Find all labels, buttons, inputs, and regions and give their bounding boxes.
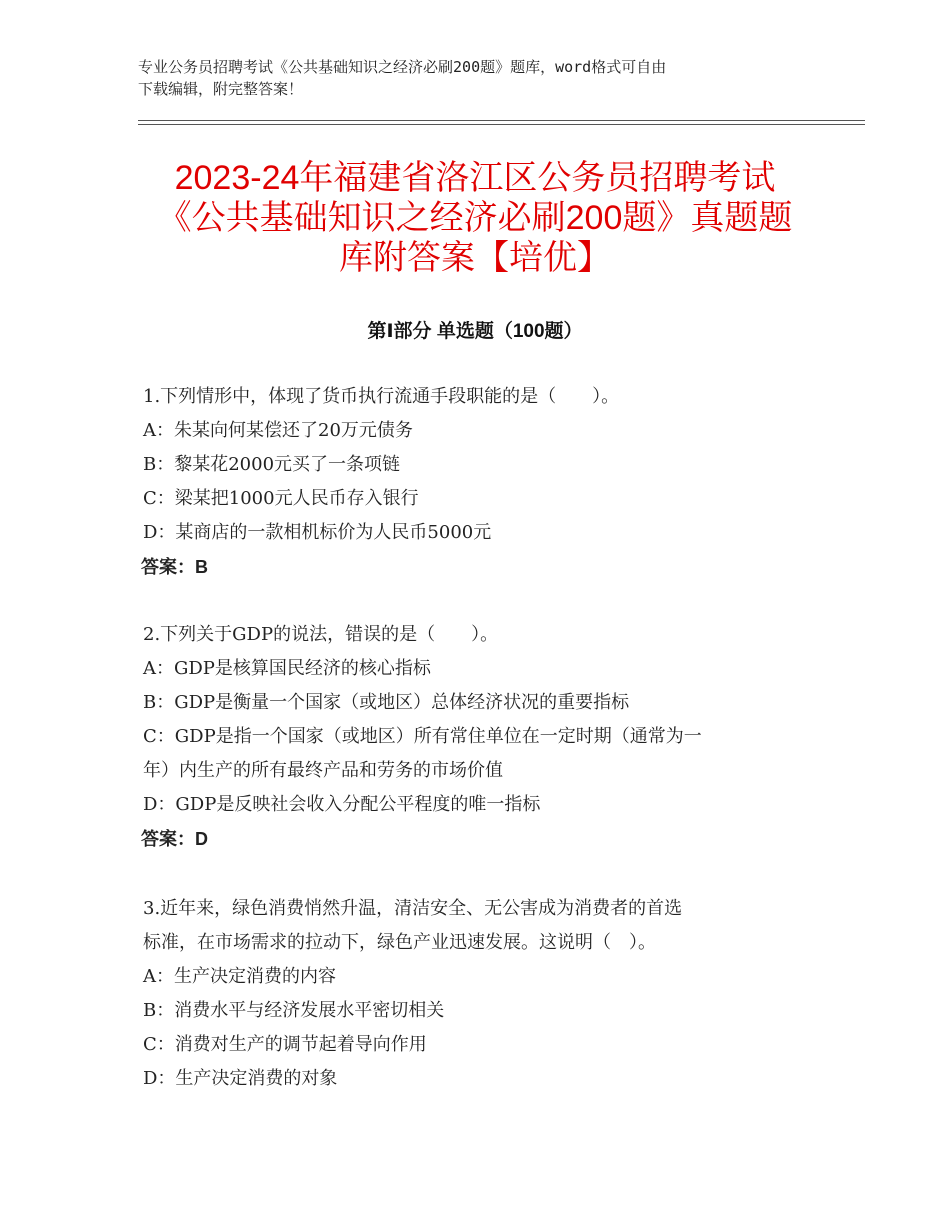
title-line: 《公共基础知识之经济必刷200题》真题题 bbox=[157, 199, 793, 237]
option-a: A：生产决定消费的内容 bbox=[143, 966, 336, 987]
option-b: B：黎某花2000元买了一条项链 bbox=[143, 454, 401, 475]
question-3 bbox=[143, 892, 813, 1096]
header-note-line: 下载编辑，附完整答案！ bbox=[138, 80, 304, 98]
question-stem-continued: 标准，在市场需求的拉动下，绿色产业迅速发展。这说明（ ）。 bbox=[143, 932, 656, 953]
answer: 答案：B bbox=[141, 557, 208, 577]
option-c: C：消费对生产的调节起着导向作用 bbox=[143, 1034, 427, 1055]
question-stem: 3.近年来，绿色消费悄然升温，清洁安全、无公害成为消费者的首选 bbox=[143, 898, 683, 919]
section-heading: 第Ⅰ部分 单选题（100题） bbox=[367, 321, 583, 342]
option-b: B：GDP是衡量一个国家（或地区）总体经济状况的重要指标 bbox=[143, 692, 630, 713]
document-title bbox=[138, 158, 812, 278]
answer: 答案：D bbox=[141, 829, 208, 849]
title-line: 2023-24年福建省洛江区公务员招聘考试 bbox=[174, 159, 776, 197]
question-stem: 1.下列情形中，体现了货币执行流通手段职能的是（ ）。 bbox=[143, 386, 620, 407]
header-note-line: 专业公务员招聘考试《公共基础知识之经济必刷200题》题库，word格式可自由 bbox=[138, 58, 667, 76]
header-note bbox=[138, 56, 818, 100]
option-d: D：生产决定消费的对象 bbox=[143, 1068, 338, 1089]
header-divider bbox=[138, 124, 865, 125]
option-a: A：GDP是核算国民经济的核心指标 bbox=[143, 658, 431, 679]
option-c: C：GDP是指一个国家（或地区）所有常住单位在一定时期（通常为一 bbox=[143, 726, 702, 747]
option-a: A：朱某向何某偿还了20万元债务 bbox=[143, 420, 413, 441]
option-b: B：消费水平与经济发展水平密切相关 bbox=[143, 1000, 445, 1021]
title-line: 库附答案【培优】 bbox=[339, 239, 611, 277]
option-c: C：梁某把1000元人民币存入银行 bbox=[143, 488, 419, 509]
option-d: D：某商店的一款相机标价为人民币5000元 bbox=[143, 522, 492, 543]
option-d: D：GDP是反映社会收入分配公平程度的唯一指标 bbox=[143, 794, 541, 815]
header-divider bbox=[138, 120, 865, 121]
question-stem: 2.下列关于GDP的说法，错误的是（ ）。 bbox=[143, 624, 499, 645]
option-c-continued: 年）内生产的所有最终产品和劳务的市场价值 bbox=[143, 760, 503, 781]
question-1 bbox=[143, 380, 813, 584]
question-2 bbox=[143, 618, 813, 856]
